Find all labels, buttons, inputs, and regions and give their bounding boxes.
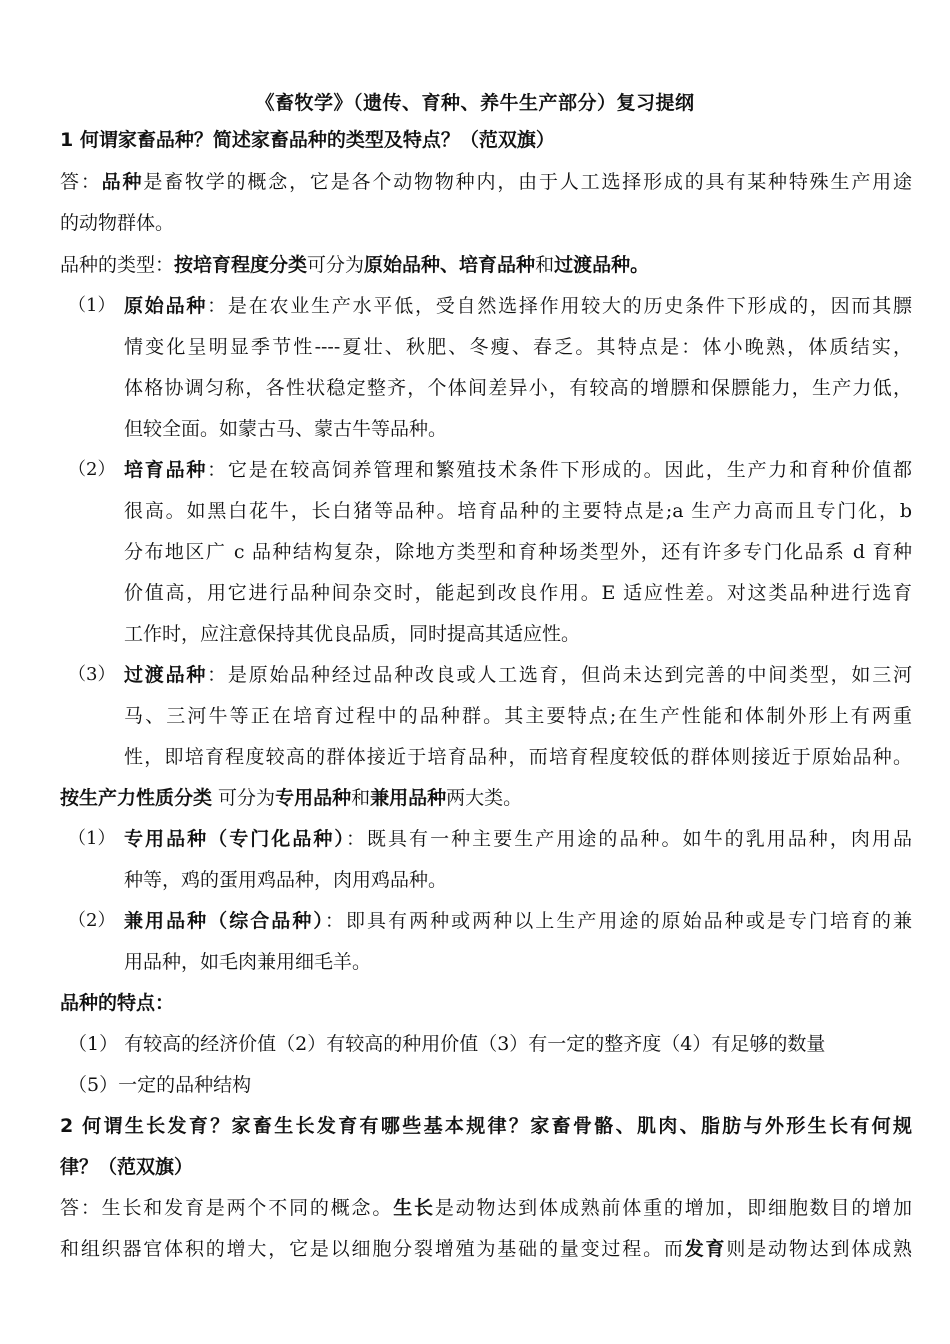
term-development: 发育 xyxy=(684,1238,727,1260)
question-2-line-1: 2 何谓生长发育？家畜生长发育有哪些基本规律？家畜骨骼、肌肉、脂肪与外形生长有何规 xyxy=(60,1115,912,1137)
term-cultivated-breed: 培育品种 xyxy=(124,459,208,481)
term-dual-breed: 兼用品种（综合品种） xyxy=(124,910,325,932)
types-by-cultivation: 按培育程度分类 xyxy=(174,254,308,276)
item-number-3: （3） xyxy=(68,664,116,685)
special-line-1 xyxy=(124,825,912,853)
special-line-2: 种等，鸡的蛋用鸡品种，肉用鸡品种。 xyxy=(124,869,448,891)
answer-2-text-2a: 和组织器官体积的增大，它是以细胞分裂增殖为基础的量变过程。而 xyxy=(60,1238,685,1260)
dual-text-1: ：即具有两种或两种以上生产用途的原始品种或是专门培育的兼 xyxy=(324,910,912,932)
dual-line-2: 用品种，如毛肉兼用细毛羊。 xyxy=(124,951,372,973)
primitive-line-1 xyxy=(124,292,912,320)
cultivated-line-5: 工作时，应注意保持其优良品质，同时提高其适应性。 xyxy=(124,623,581,645)
term-breed: 品种 xyxy=(101,171,144,193)
primitive-line-3: 体格协调匀称，各性状稳定整齐，个体间差异小，有较高的增膘和保膘能力，生产力低， xyxy=(124,377,912,399)
answer-2-text-1: 是动物达到体成熟前体重的增加，即细胞数目的增加 xyxy=(434,1197,912,1219)
special-text-1: ：既具有一种主要生产用途的品种。如牛的乳用品种，肉用品 xyxy=(345,828,912,850)
transitional-line-3: 性，即培育程度较高的群体接近于培育品种，而培育程度较低的群体则接近于原始品种。 xyxy=(124,746,912,768)
prod-bold-2: 专用品种 xyxy=(275,787,352,809)
production-classification-line xyxy=(60,784,912,812)
term-transitional-breed: 过渡品种 xyxy=(124,664,208,686)
answer-2-prefix: 答：生长和发育是两个不同的概念。 xyxy=(60,1197,394,1219)
term-primitive-breed: 原始品种 xyxy=(124,295,208,317)
types-bold-3: 过渡品种。 xyxy=(554,254,650,276)
question-1: 1 何谓家畜品种？简述家畜品种的类型及特点？（范双旗） xyxy=(60,129,555,151)
term-special-breed: 专用品种（专门化品种） xyxy=(124,828,346,850)
transitional-line-1 xyxy=(124,661,912,689)
types-bold-2: 原始品种、培育品种 xyxy=(364,254,536,276)
transitional-text-1: ：是原始品种经过品种改良或人工选育，但尚未达到完善的中间类型，如三河 xyxy=(207,664,912,686)
primitive-text-1: ：是在农业生产水平低，受自然选择作用较大的历史条件下形成的，因而其膘 xyxy=(207,295,912,317)
answer-2-text-2b: 则是动物达到体成熟 xyxy=(726,1238,912,1260)
types-prefix: 品种的类型： xyxy=(60,254,175,276)
types-text-1: 可分为 xyxy=(307,254,365,276)
transitional-line-2: 马、三河牛等正在培育过程中的品种群。其主要特点;在生产性能和体制外形上有两重 xyxy=(124,705,912,727)
cultivated-line-1 xyxy=(124,456,912,484)
prod-text-2: 和 xyxy=(351,787,371,809)
cultivated-line-3: 分布地区广 c 品种结构复杂，除地方类型和育种场类型外，还有许多专门化品系 d 育种 xyxy=(124,541,912,563)
features-line-1: （1） 有较高的经济价值（2）有较高的种用价值（3）有一定的整齐度（4）有足够的数量 xyxy=(68,1033,826,1055)
breed-types-line xyxy=(60,251,912,279)
answer-1-text: 是畜牧学的概念，它是各个动物物种内，由于人工选择形成的具有某种特殊生产用途 xyxy=(143,171,912,193)
item-number-2: （2） xyxy=(68,459,116,480)
item-number-special: （1） xyxy=(68,828,116,849)
prod-bold-3: 兼用品种 xyxy=(370,787,447,809)
answer-1-line-2: 的动物群体。 xyxy=(60,212,175,234)
types-text-2: 和 xyxy=(535,254,555,276)
prod-text-3: 两大类。 xyxy=(446,787,523,809)
features-line-2: （5）一定的品种结构 xyxy=(68,1074,252,1096)
answer-prefix: 答： xyxy=(60,171,102,193)
cultivated-line-4: 价值高，用它进行品种间杂交时，能起到改良作用。E 适应性差。对这类品种进行选育 xyxy=(124,582,912,604)
prod-text-1: 可分为 xyxy=(212,787,276,809)
answer-1-line-1 xyxy=(60,168,912,196)
item-number-1: （1） xyxy=(68,295,116,316)
prod-heading: 按生产力性质分类 xyxy=(60,787,213,809)
cultivated-line-2: 很高。如黑白花牛，长白猪等品种。培育品种的主要特点是;a 生产力高而且专门化，b xyxy=(124,500,912,522)
primitive-line-2: 情变化呈明显季节性----夏壮、秋肥、冬瘦、春乏。其特点是：体小晚熟，体质结实， xyxy=(124,336,912,358)
features-heading: 品种的特点： xyxy=(60,992,175,1014)
answer-2-line-1 xyxy=(60,1194,912,1222)
cultivated-text-1: ：它是在较高饲养管理和繁殖技术条件下形成的。因此，生产力和育种价值都 xyxy=(207,459,912,481)
primitive-line-4: 但较全面。如蒙古马、蒙古牛等品种。 xyxy=(124,418,448,440)
dual-line-1 xyxy=(124,907,912,935)
question-2-line-2: 律？（范双旗） xyxy=(60,1156,194,1178)
item-number-dual: （2） xyxy=(68,910,116,931)
term-growth: 生长 xyxy=(393,1197,435,1219)
answer-2-line-2 xyxy=(60,1235,912,1263)
document-title: 《畜牧学》（遗传、育种、养牛生产部分）复习提纲 xyxy=(255,92,695,114)
